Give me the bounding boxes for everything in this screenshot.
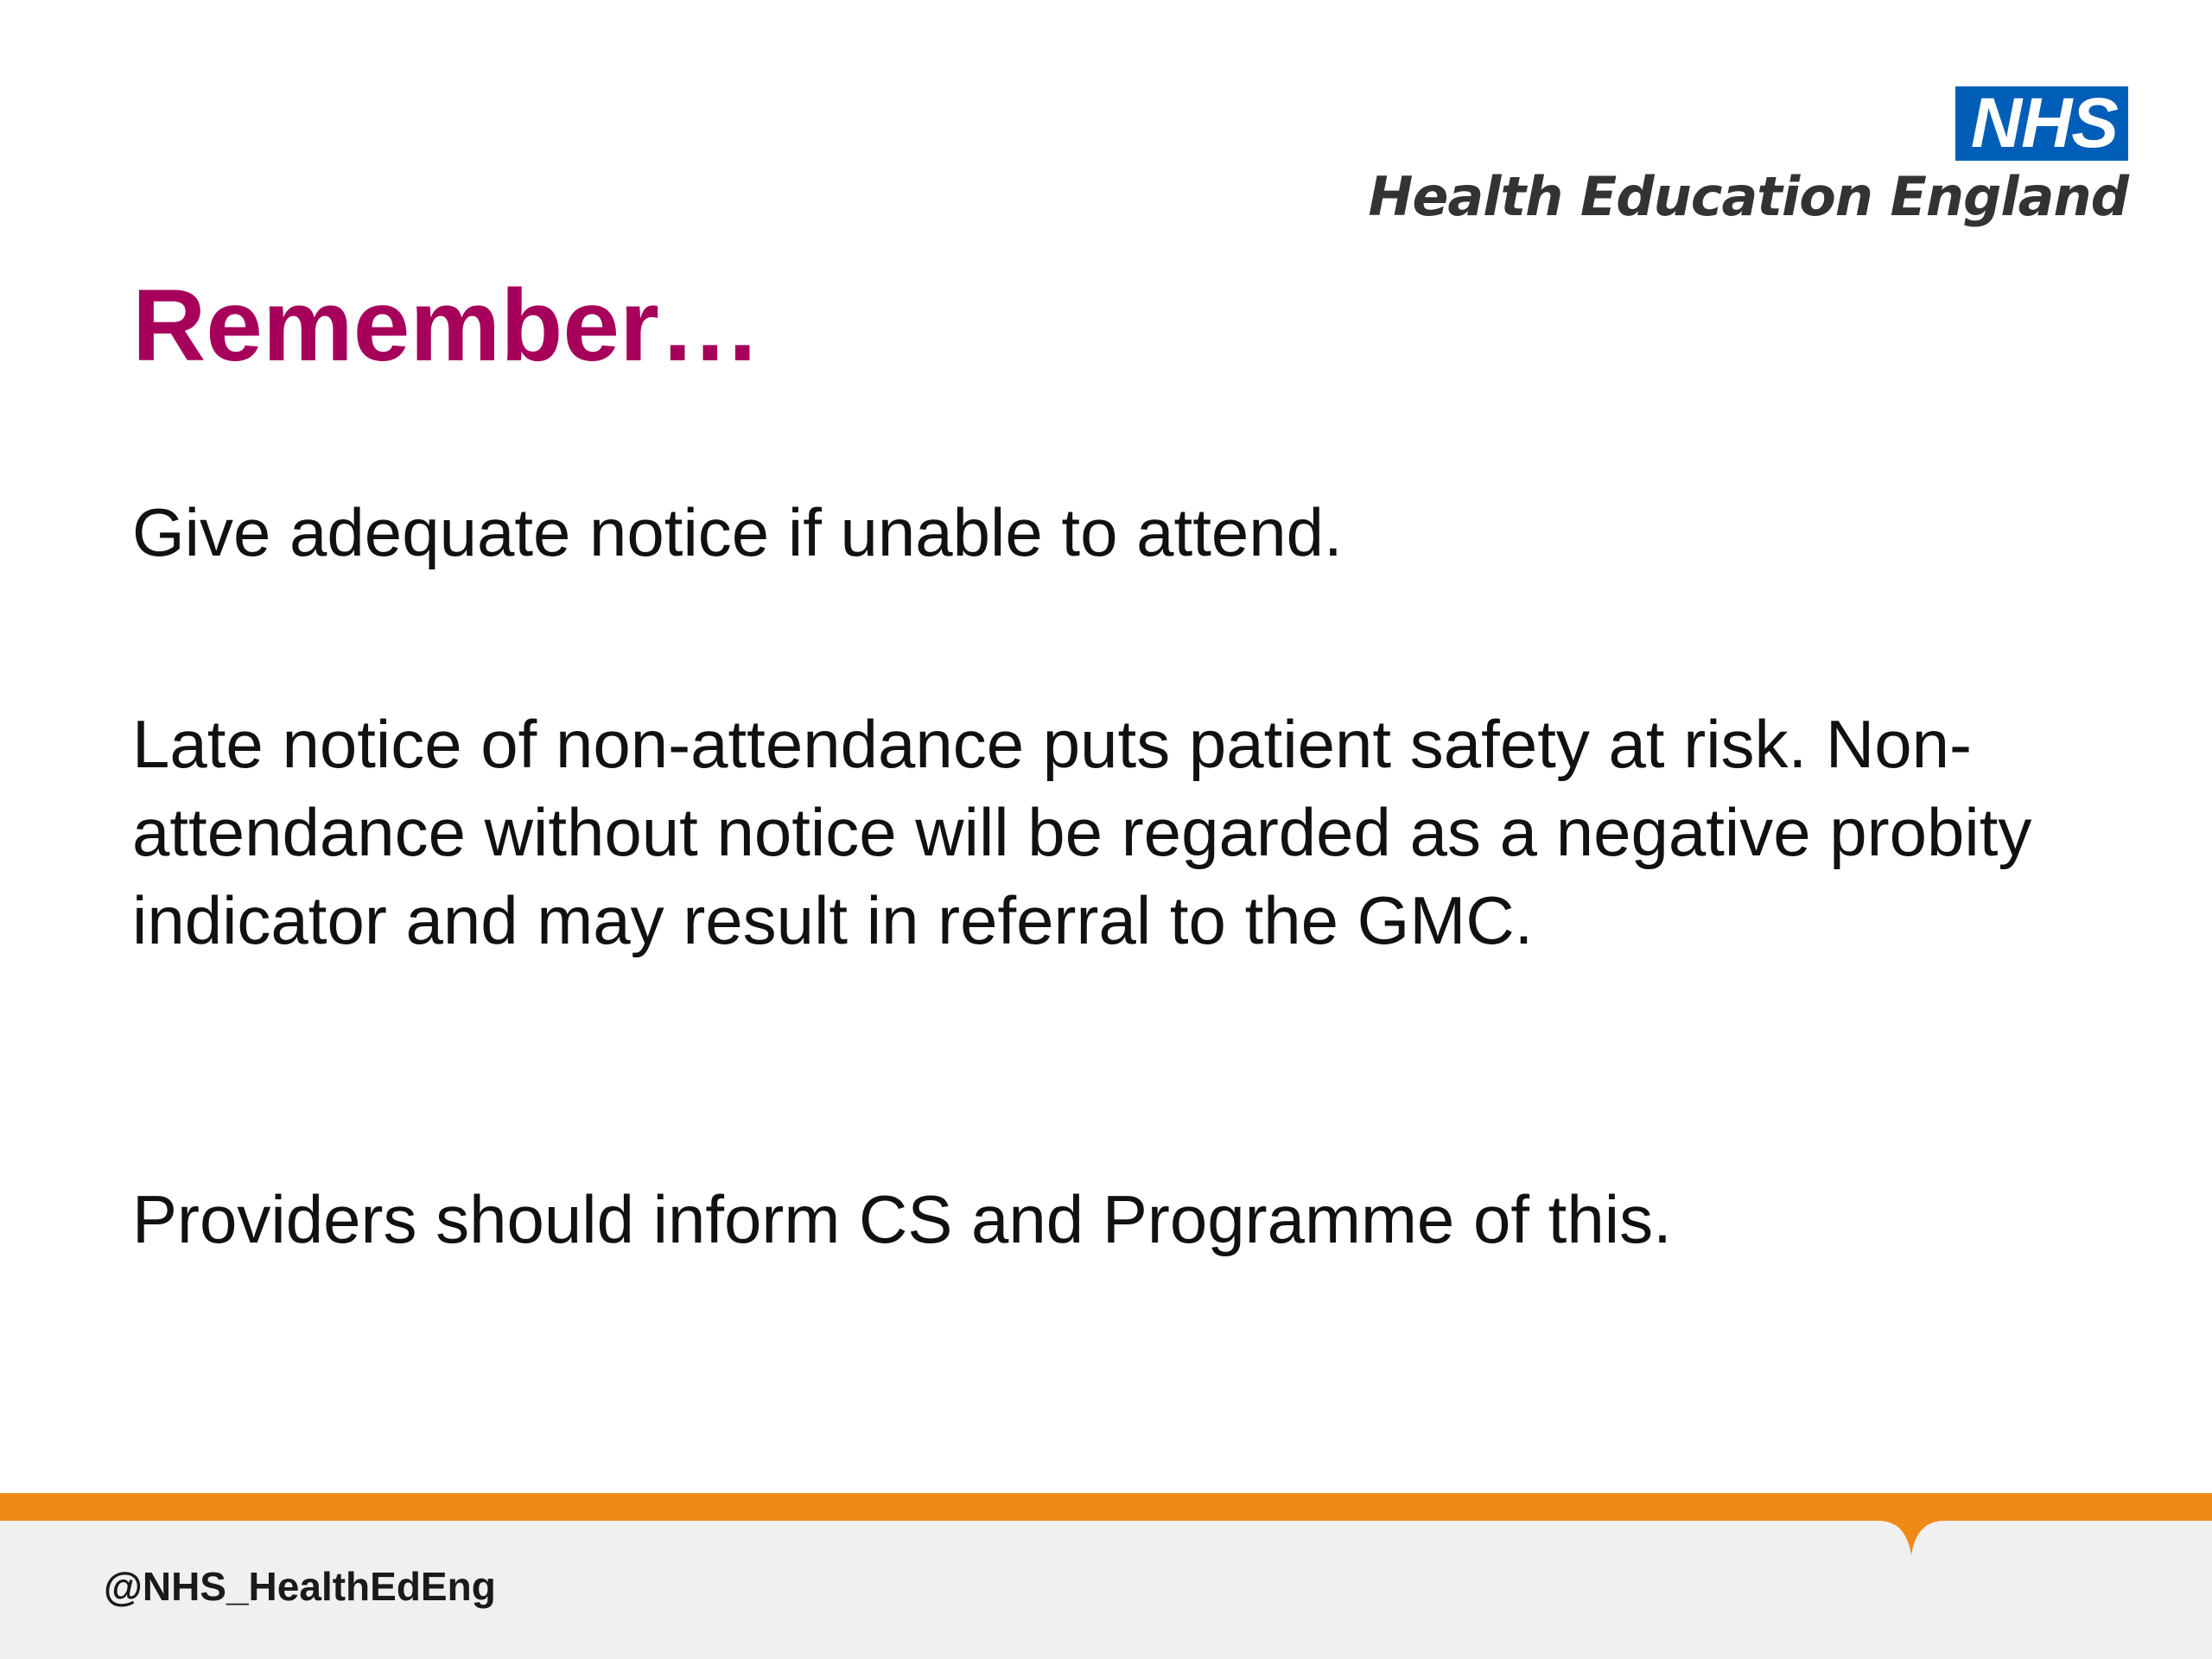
twitter-handle: @NHS_HealthEdEng	[104, 1564, 496, 1609]
paragraph-late-notice: Late notice of non-attendance puts patient safety at risk. Non-attendance without notice will be regarded as a negative probity indicator and may result in referral to the GMC.	[132, 706, 2032, 958]
nhs-hee-logo	[1368, 86, 2128, 230]
organisation-name: Health Education England	[1368, 165, 2128, 228]
paragraph-providers: Providers should inform CS and Programme of this.	[132, 1181, 1672, 1257]
nhs-badge: NHS	[1955, 86, 2128, 161]
paragraph-notice: Give adequate notice if unable to attend.	[132, 494, 1343, 570]
slide-title: Remember…	[132, 269, 761, 383]
